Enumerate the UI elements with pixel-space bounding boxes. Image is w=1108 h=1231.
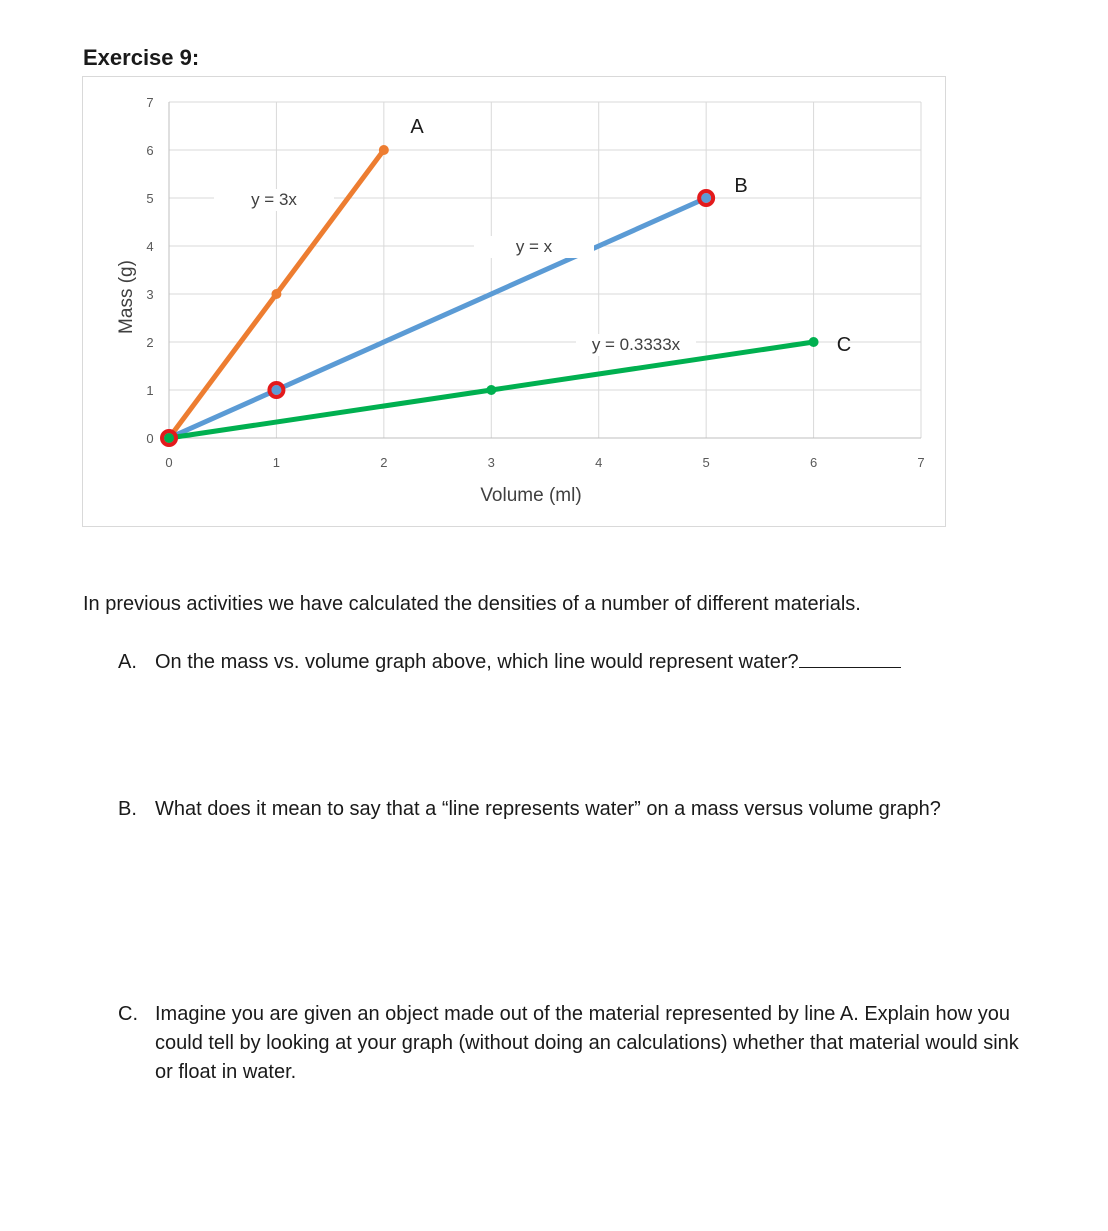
question-b-letter: B. xyxy=(118,798,137,820)
series-point-A-1 xyxy=(271,289,281,299)
answer-blank-line[interactable] xyxy=(799,649,901,668)
x-tick-label-0: 0 xyxy=(165,455,173,470)
question-c-letter: C. xyxy=(118,1003,138,1025)
series-point-B-1 xyxy=(271,385,281,395)
series-letter-label-B: B xyxy=(734,175,748,197)
series-line-B xyxy=(169,198,706,438)
y-tick-label-6: 6 xyxy=(146,143,154,158)
chart-frame xyxy=(82,76,946,527)
x-tick-label-2: 2 xyxy=(380,455,388,470)
equation-label-C: y = 0.3333x xyxy=(591,335,681,354)
y-tick-label-4: 4 xyxy=(146,239,154,254)
x-tick-label-5: 5 xyxy=(702,455,710,470)
question-b-text: What does it mean to say that a “line represents water” on a mass versus volume graph? xyxy=(155,798,941,820)
y-axis-title: Mass (g) xyxy=(116,260,137,334)
series-point-C-2 xyxy=(809,337,819,347)
x-axis-title: Volume (ml) xyxy=(480,485,582,506)
question-a-letter: A. xyxy=(118,651,137,673)
equation-label-A: y = 3x xyxy=(251,190,297,209)
series-point-C-1 xyxy=(486,385,496,395)
question-a-body xyxy=(155,648,1025,677)
series-point-B-2 xyxy=(701,193,711,203)
series-letter-label-C: C xyxy=(836,334,852,356)
x-tick-label-1: 1 xyxy=(272,455,281,470)
y-tick-label-1: 1 xyxy=(146,383,154,398)
x-tick-label-7: 7 xyxy=(917,455,925,470)
y-tick-label-5: 5 xyxy=(146,191,154,206)
y-tick-label-3: 3 xyxy=(146,287,154,302)
mass-volume-chart xyxy=(83,77,947,528)
y-tick-label-0: 0 xyxy=(146,431,154,446)
x-tick-label-4: 4 xyxy=(595,455,603,470)
y-tick-label-2: 2 xyxy=(146,335,154,350)
series-point-C-0 xyxy=(164,433,174,443)
intro-paragraph: In previous activities we have calculated the densities of a number of different materials. xyxy=(83,593,861,615)
series-letter-label-A: A xyxy=(410,116,424,138)
exercise-title: Exercise 9: xyxy=(83,45,200,70)
x-tick-label-6: 6 xyxy=(809,455,818,470)
equation-label-B: y = x xyxy=(515,237,553,256)
x-tick-label-3: 3 xyxy=(487,455,495,470)
question-c-text: Imagine you are given an object made out of the material represented by line A. Explain how you could tell by looking at your graph (without doing an calculations) whether that material would sink or float in water. xyxy=(155,1003,1019,1083)
y-tick-label-7: 7 xyxy=(146,95,154,110)
series-point-A-2 xyxy=(379,145,389,155)
question-a-text: On the mass vs. volume graph above, which line would represent water? xyxy=(155,651,799,673)
